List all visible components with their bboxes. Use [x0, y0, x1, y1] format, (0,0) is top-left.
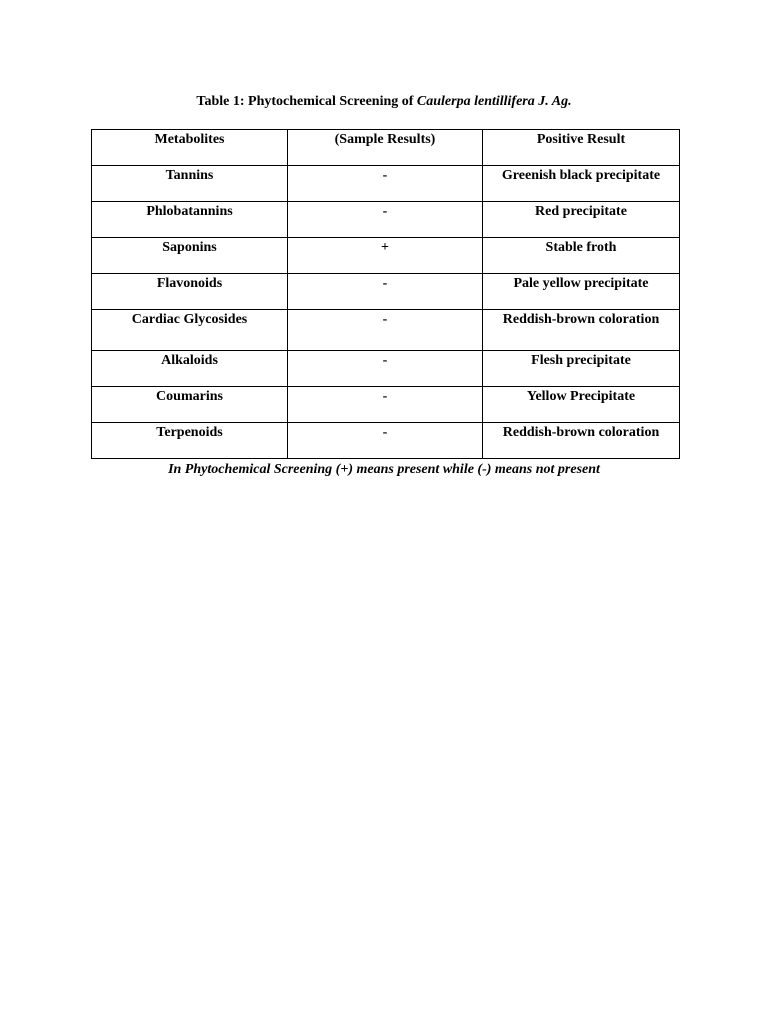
positive-result-cell: Red precipitate — [483, 202, 680, 238]
positive-result-cell: Yellow Precipitate — [483, 387, 680, 423]
metabolite-cell: Coumarins — [92, 387, 288, 423]
table-caption — [0, 92, 768, 112]
sample-result-cell: - — [288, 387, 483, 423]
table-row — [92, 310, 680, 351]
caption-species: Caulerpa lentillifera J. Ag. — [416, 94, 572, 109]
metabolite-cell: Terpenoids — [92, 423, 288, 459]
metabolite-cell: Phlobatannins — [92, 202, 288, 238]
positive-result-cell: Reddish-brown coloration — [483, 310, 680, 351]
phytochemical-table — [91, 129, 680, 459]
table-footnote: In Phytochemical Screening (+) means present while (-) means not present — [168, 462, 600, 477]
positive-result-cell: Greenish black precipitate — [483, 166, 680, 202]
positive-result-cell: Reddish-brown coloration — [483, 423, 680, 459]
sample-result-cell: - — [288, 310, 483, 351]
table-row — [92, 423, 680, 459]
sample-result-cell: - — [288, 351, 483, 387]
table-row — [92, 351, 680, 387]
metabolite-cell: Cardiac Glycosides — [92, 310, 288, 351]
sample-result-cell: - — [288, 423, 483, 459]
metabolite-cell: Alkaloids — [92, 351, 288, 387]
table-row — [92, 238, 680, 274]
table-header-row — [92, 130, 680, 166]
table-row — [92, 387, 680, 423]
positive-result-cell: Flesh precipitate — [483, 351, 680, 387]
positive-result-cell: Pale yellow precipitate — [483, 274, 680, 310]
positive-result-cell: Stable froth — [483, 238, 680, 274]
metabolite-cell: Tannins — [92, 166, 288, 202]
table-row — [92, 274, 680, 310]
caption-prefix: Table 1: Phytochemical Screening of — [196, 94, 417, 109]
header-sample-results: (Sample Results) — [288, 130, 483, 166]
metabolite-cell: Saponins — [92, 238, 288, 274]
sample-result-cell: + — [288, 238, 483, 274]
table-row — [92, 166, 680, 202]
metabolite-cell: Flavonoids — [92, 274, 288, 310]
header-positive-result: Positive Result — [483, 130, 680, 166]
sample-result-cell: - — [288, 166, 483, 202]
header-metabolites: Metabolites — [92, 130, 288, 166]
table-row — [92, 202, 680, 238]
sample-result-cell: - — [288, 274, 483, 310]
sample-result-cell: - — [288, 202, 483, 238]
